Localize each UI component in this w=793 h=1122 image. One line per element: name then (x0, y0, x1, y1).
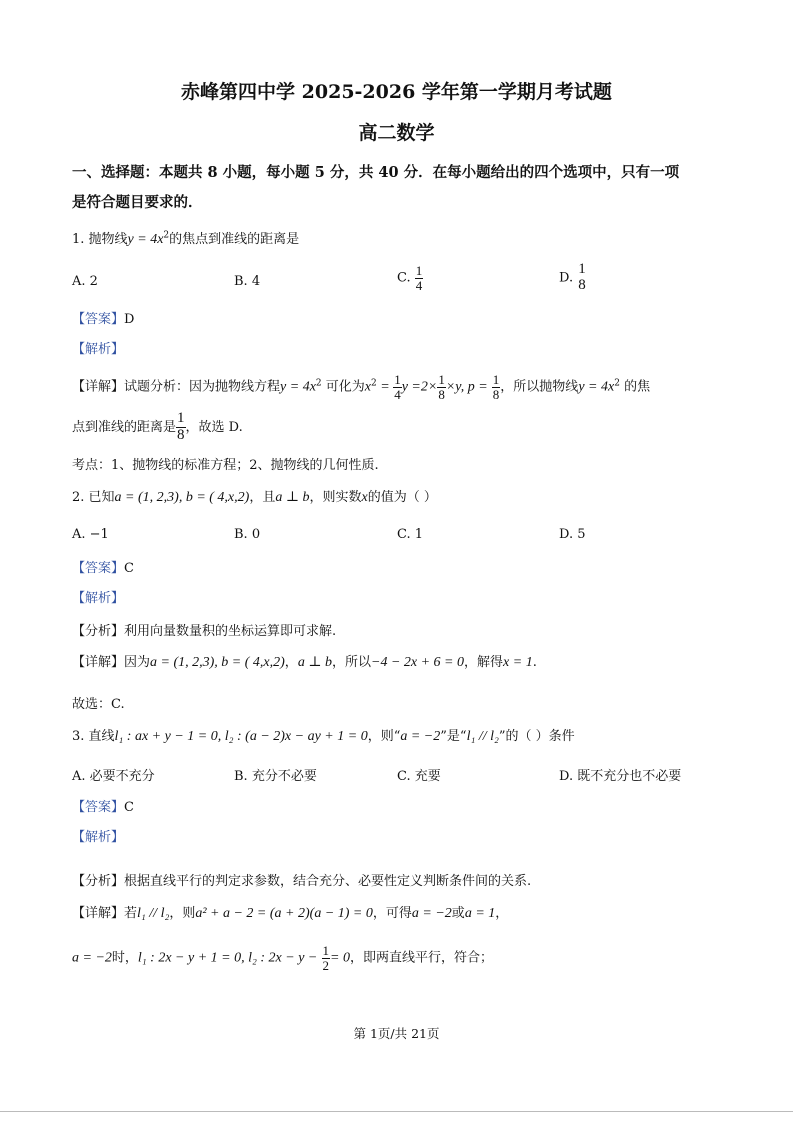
q3-detail-line2: a = −2时，l₁ : 2x − y + 1 = 0, l₂ : 2x − y − $\frac{1}{2}$ = 0，即两直线平行，符合； (72, 943, 493, 973)
q3-option-c: C. 充要 (397, 769, 441, 784)
section-heading-line2: 是符合题目要求的． (72, 194, 203, 211)
exam-title: 赤峰第四中学 2025-2026 学年第一学期月考试题 (181, 81, 612, 103)
q1-kaodian: 考点：1、抛物线的标准方程；2、抛物线的几何性质. (72, 458, 379, 473)
q1-option-a: A. 2 (72, 274, 98, 289)
q1-detail-line1: 【详解】试题分析：因为抛物线方程$y = 4x^2$ 可化为$x^2$ = $\frac{1}{4}$ y =2× $\frac{1}{8}$ ×y, p = $\frac{1}{8}$ ，所以抛物线$y = 4x^2$ 的焦 (72, 372, 651, 402)
q2-option-a: A. −1 (72, 527, 109, 542)
q2-analysis-tag: 【解析】 (72, 591, 125, 606)
q2-option-b: B. 0 (234, 527, 261, 542)
q3-fenxi: 【分析】根据直线平行的判定求参数，结合充分、必要性定义判断条件间的关系. (72, 874, 532, 889)
section-heading-line1: 一、选择题：本题共 8 小题，每小题 5 分，共 40 分．在每小题给出的四个选项中，只有一项 (72, 164, 680, 181)
q3-detail-line1: 【详解】若l₁ // l₂，则a² + a − 2 = (a + 2)(a − 1) = 0，可得a = −2或a = 1， (72, 906, 509, 921)
q1-option-d: D. 1 8 (559, 261, 586, 293)
q1-option-b: B. 4 (234, 274, 261, 289)
q1-stem: 1. 抛物线$y = 4x^2$的焦点到准线的距离是 (72, 230, 300, 247)
fraction: $\frac{1}{2}$ (322, 943, 329, 973)
q1-analysis-tag: 【解析】 (72, 342, 125, 357)
q3-analysis-tag: 【解析】 (72, 830, 125, 845)
exam-subtitle: 高二数学 (358, 122, 435, 144)
fraction: $\frac{1}{4}$ (394, 372, 401, 402)
fraction: $\frac{1}{8}$ (492, 372, 500, 402)
fraction: $\frac{1}{8}$ (438, 372, 445, 402)
q2-answer: 【答案】C (72, 561, 134, 576)
q1-answer: 【答案】D (72, 312, 135, 327)
fraction: $\frac{1}{4}$ (415, 263, 423, 293)
fraction: 1 8 (578, 261, 586, 293)
q2-guxuan: 故选：C. (72, 697, 125, 712)
q3-option-b: B. 充分不必要 (234, 769, 317, 784)
q2-option-d: D. 5 (559, 527, 586, 542)
fraction: $\frac{1}{8}$ (177, 410, 185, 443)
q2-option-c: C. 1 (397, 527, 424, 542)
q2-stem: 2. 已知a = (1, 2,3), b = ( 4,x,2)，且a ⊥ b，则实数x的值为（ ） (72, 490, 437, 505)
page-footer: 第 1页/共 21页 (353, 1026, 440, 1041)
q3-option-d: D. 既不充分也不必要 (559, 769, 682, 784)
q2-fenxi: 【分析】利用向量数量积的坐标运算即可求解. (72, 624, 337, 639)
page-divider (0, 1111, 793, 1112)
q1-detail-line2: 点到准线的距离是 $\frac{1}{8}$ ，故选 D. (72, 410, 243, 443)
q2-detail: 【详解】因为a = (1, 2,3), b = ( 4,x,2)，a ⊥ b，所以−4 − 2x + 6 = 0，解得x = 1. (72, 655, 537, 670)
q3-answer: 【答案】C (72, 800, 134, 815)
q3-stem: 3. 直线l₁ : ax + y − 1 = 0, l₂ : (a − 2)x − ay + 1 = 0，则“a = −2”是“l₁ // l₂”的（ ）条件 (72, 729, 575, 744)
q3-option-a: A. 必要不充分 (72, 769, 155, 784)
q1-option-c: C. $\frac{1}{4}$ (397, 263, 423, 293)
